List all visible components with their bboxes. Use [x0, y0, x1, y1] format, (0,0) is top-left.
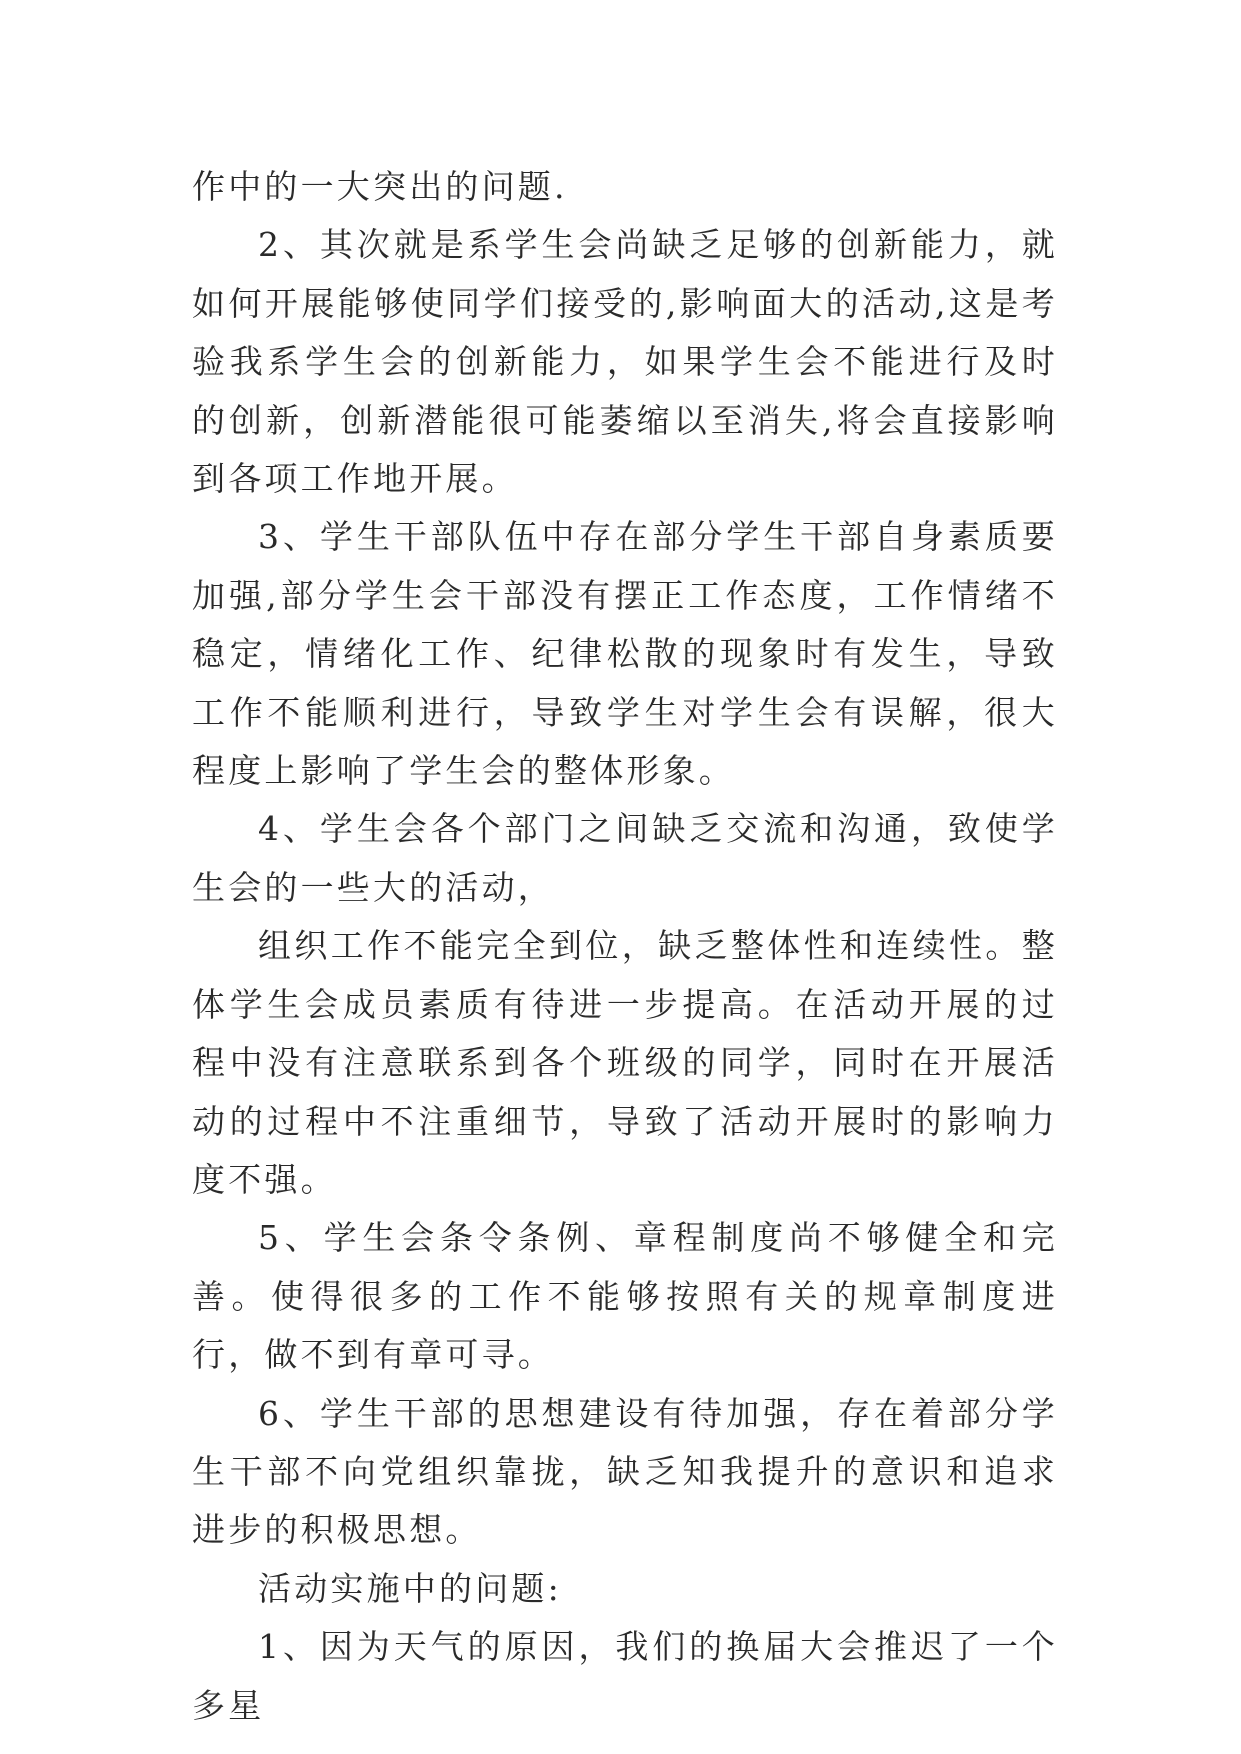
document-body: [192, 158, 1058, 1735]
paragraph: 3、学生干部队伍中存在部分学生干部自身素质要加强,部分学生会干部没有摆正工作态度，工作情绪不稳定，情绪化工作、纪律松散的现象时有发生，导致工作不能顺利进行，导致学生对学生会有误解，很大程度上影响了学生会的整体形象。: [192, 517, 1058, 791]
paragraph: 组织工作不能完全到位，缺乏整体性和连续性。整体学生会成员素质有待进一步提高。在活动开展的过程中没有注意联系到各个班级的同学，同时在开展活动的过程中不注重细节，导致了活动开展时的影响力度不强。: [192, 926, 1058, 1199]
paragraph: 4、学生会各个部门之间缺乏交流和沟通，致使学生会的一些大的活动，: [192, 809, 1058, 907]
paragraph: 2、其次就是系学生会尚缺乏足够的创新能力，就如何开展能够使同学们接受的,影响面大的活动,这是考验我系学生会的创新能力，如果学生会不能进行及时的创新，创新潜能很可能萎缩以至消失,将会直接影响到各项工作地开展。: [192, 225, 1058, 499]
paragraph: 1、因为天气的原因，我们的换届大会推迟了一个多星: [192, 1627, 1058, 1725]
paragraph: 5、学生会条令条例、章程制度尚不够健全和完善。使得很多的工作不能够按照有关的规章制度进行，做不到有章可寻。: [192, 1218, 1058, 1375]
paragraph: 6、学生干部的思想建设有待加强，存在着部分学生干部不向党组织靠拢，缺乏知我提升的意识和追求进步的积极思想。: [192, 1393, 1058, 1550]
paragraph: 活动实施中的问题:: [258, 1568, 562, 1608]
paragraph: 作中的一大突出的问题.: [192, 167, 568, 206]
